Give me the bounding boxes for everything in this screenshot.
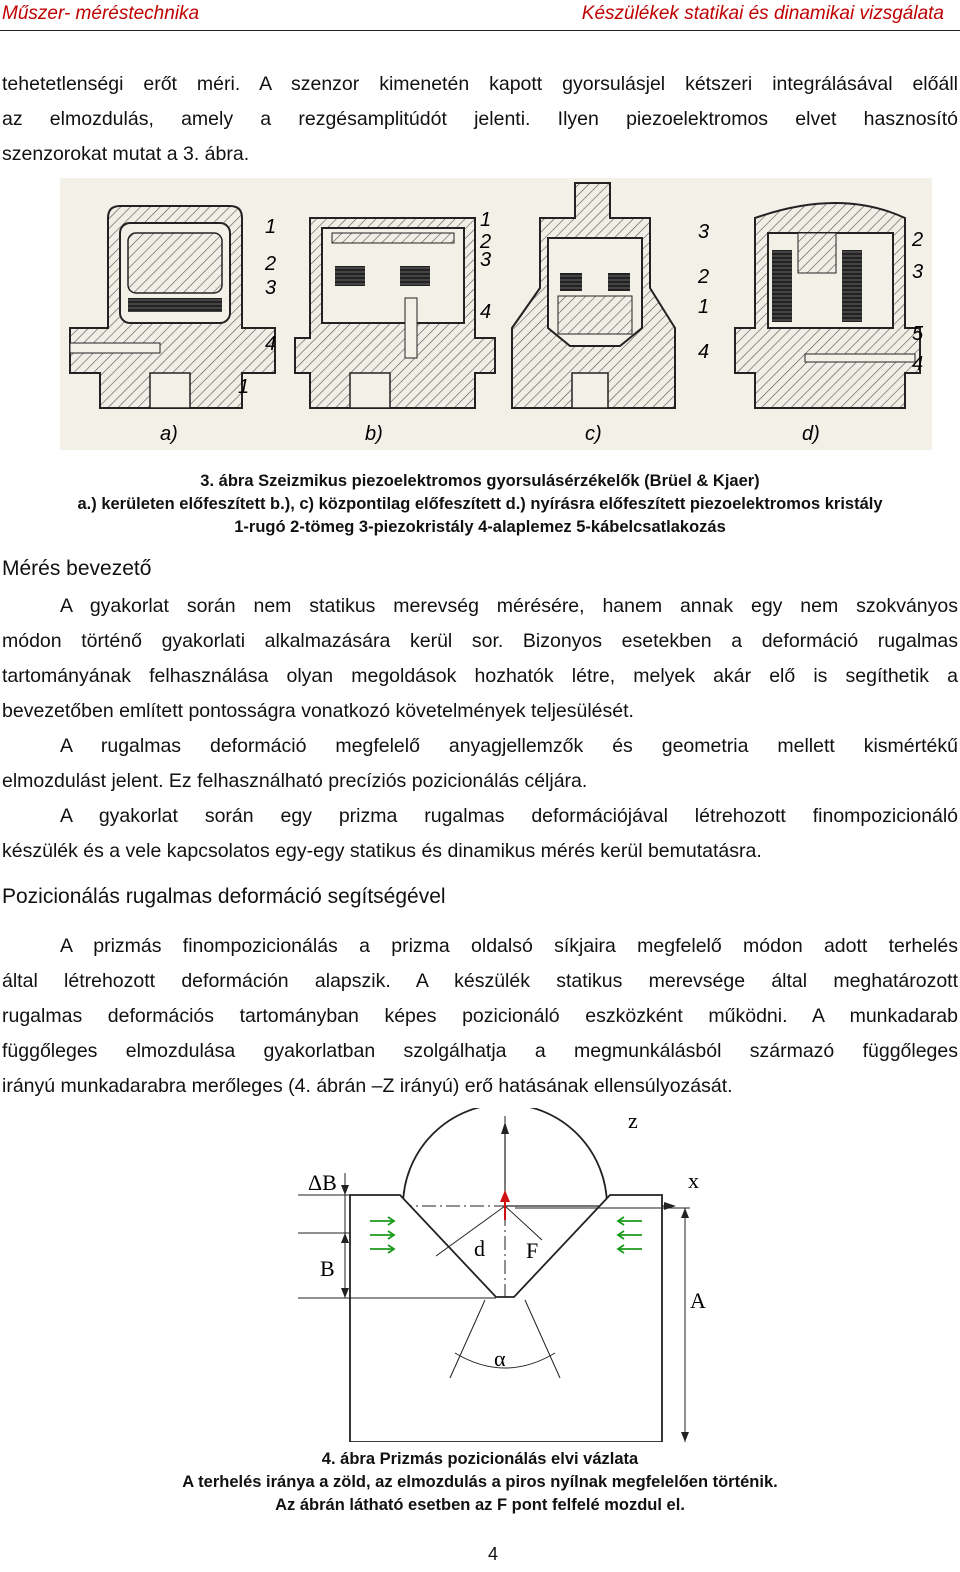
text-line: bevezetőben említett pontosságra vonatkozó követelmények teljesülését. bbox=[2, 700, 634, 722]
sensor-c-label: c) bbox=[585, 423, 602, 445]
sensor-d-num-3: 3 bbox=[912, 261, 924, 283]
sensor-a-num-2: 2 bbox=[265, 253, 277, 275]
text-line: szenzorokat mutat a 3. ábra. bbox=[2, 143, 250, 165]
text-line: tartományának felhasználása olyan megoldások hozhatók létre, melyek akár elő is segíthetik a bbox=[2, 665, 958, 687]
sensor-a-num-1b: 1 bbox=[238, 376, 250, 398]
sensor-b-num-3: 3 bbox=[480, 249, 492, 271]
sensor-d-num-5: 5 bbox=[912, 323, 924, 345]
B-label: B bbox=[320, 1256, 335, 1281]
figure-4-caption bbox=[0, 1448, 960, 1517]
sensor-c-num-2: 2 bbox=[698, 266, 710, 288]
text-line: készülék és a vele kapcsolatos egy-egy statikus és dinamikus mérés kerül bemutatásra. bbox=[2, 840, 762, 862]
intro-paragraph bbox=[2, 67, 958, 172]
z-axis-arrowhead bbox=[501, 1122, 509, 1134]
d-label: d bbox=[474, 1236, 485, 1261]
caption-line: a.) kerületen előfeszített b.), c) központilag előfeszített d.) nyírásra előfeszített piezoelektromos kristály bbox=[77, 495, 883, 513]
text-line: A gyakorlat során egy prizma rugalmas deformációjával létrehozott finompozicionáló bbox=[60, 805, 958, 827]
page-number: 4 bbox=[487, 1544, 498, 1564]
sensor-b-num-1: 1 bbox=[480, 209, 492, 231]
header-left-title: Műszer- méréstechnika bbox=[2, 3, 200, 24]
sensor-c-num-3: 3 bbox=[698, 221, 710, 243]
delta-B-label: ΔB bbox=[308, 1170, 337, 1195]
section2-paragraph-1 bbox=[2, 929, 958, 1104]
sensor-c-num-1: 1 bbox=[698, 296, 710, 318]
sensor-d-num-4: 4 bbox=[912, 353, 924, 375]
caption-line: Az ábrán látható esetben az F pont felfelé mozdul el. bbox=[275, 1496, 685, 1514]
text-line: az elmozdulás, amely a rezgésamplitúdót jelenti. Ilyen piezoelektromos elvet hasznosító bbox=[2, 108, 958, 130]
alpha-label: α bbox=[494, 1346, 506, 1371]
section1-paragraph-1 bbox=[2, 589, 958, 729]
F-label: F bbox=[526, 1238, 539, 1263]
sensor-b-num-4: 4 bbox=[480, 301, 492, 323]
sensor-a-num-1: 1 bbox=[265, 216, 277, 238]
text-line: módon történő gyakorlati alkalmazására kerül sor. Bizonyos esetekben a deformáció rugalmas bbox=[2, 630, 958, 652]
figure-3-sensor-drawings bbox=[60, 178, 932, 450]
section-title-pozicionalas: Pozicionálás rugalmas deformáció segítségével bbox=[2, 885, 446, 908]
text-line: rugalmas deformációs tartományban képes pozicionáló eszközként működni. A munkadarab bbox=[2, 1005, 958, 1027]
x-axis-arrowhead bbox=[664, 1202, 676, 1210]
section1-paragraph-2 bbox=[2, 729, 958, 799]
text-line: elmozdulást jelent. Ez felhasználható precíziós pozicionálás céljára. bbox=[2, 770, 588, 792]
diameter-line bbox=[436, 1206, 505, 1256]
sensor-a-num-3: 3 bbox=[265, 277, 277, 299]
caption-line: A terhelés iránya a zöld, az elmozdulás a piros nyílnak megfelelően történik. bbox=[182, 1473, 778, 1491]
force-line bbox=[505, 1206, 542, 1240]
sensor-d-label: d) bbox=[802, 423, 820, 445]
displacement-arrowhead bbox=[500, 1190, 510, 1202]
figure-4-prism-diagram bbox=[290, 1108, 750, 1442]
sensor-a-label: a) bbox=[160, 423, 178, 445]
section-title-meres-bevezeto: Mérés bevezető bbox=[2, 557, 152, 580]
prism-body bbox=[350, 1195, 662, 1442]
x-axis-label: x bbox=[688, 1168, 699, 1193]
sensor-d-drawing bbox=[735, 203, 920, 408]
sensor-c-num-4: 4 bbox=[698, 341, 710, 363]
text-line: A prizmás finompozicionálás a prizma oldalsó síkjaira megfelelő módon adott terhelés bbox=[60, 935, 958, 957]
caption-line: 4. ábra Prizmás pozicionálás elvi vázlata bbox=[321, 1450, 639, 1468]
text-line: irányú munkadarabra merőleges (4. ábrán –Z irányú) erő hatásának ellensúlyozását. bbox=[2, 1075, 733, 1097]
sensor-a-num-4: 4 bbox=[265, 333, 277, 355]
figure-3-caption bbox=[0, 470, 960, 539]
caption-line: 3. ábra Szeizmikus piezoelektromos gyorsulásérzékelők (Brüel & Kjaer) bbox=[200, 472, 760, 490]
text-line: tehetetlenségi erőt méri. A szenzor kimenetén kapott gyorsulásjel kétszeri integrálásával előáll bbox=[2, 73, 958, 95]
z-axis-label: z bbox=[628, 1108, 638, 1133]
page-header bbox=[0, 0, 960, 31]
header-right-title: Készülékek statikai és dinamikai vizsgálata bbox=[581, 3, 944, 24]
text-line: A gyakorlat során nem statikus merevség mérésére, hanem annak egy nem szokványos bbox=[60, 595, 958, 617]
sensor-d-num-2: 2 bbox=[912, 229, 924, 251]
text-line: függőleges elmozdulása gyakorlatban szolgálhatja a megmunkálásból származó függőleges bbox=[2, 1040, 958, 1062]
text-line: által létrehozott deformáción alapszik. A készülék statikus merevsége által meghatározott bbox=[2, 970, 958, 992]
A-label: A bbox=[690, 1288, 706, 1313]
text-line: A rugalmas deformáció megfelelő anyagjellemzők és geometria mellett kismértékű bbox=[60, 735, 958, 757]
caption-line: 1-rugó 2-tömeg 3-piezokristály 4-alaplemez 5-kábelcsatlakozás bbox=[234, 518, 726, 536]
section1-paragraph-3 bbox=[2, 799, 958, 869]
sensor-b-label: b) bbox=[365, 423, 383, 445]
sensor-b-num-2: 2 bbox=[480, 231, 492, 253]
sensor-b-drawing bbox=[295, 218, 495, 408]
